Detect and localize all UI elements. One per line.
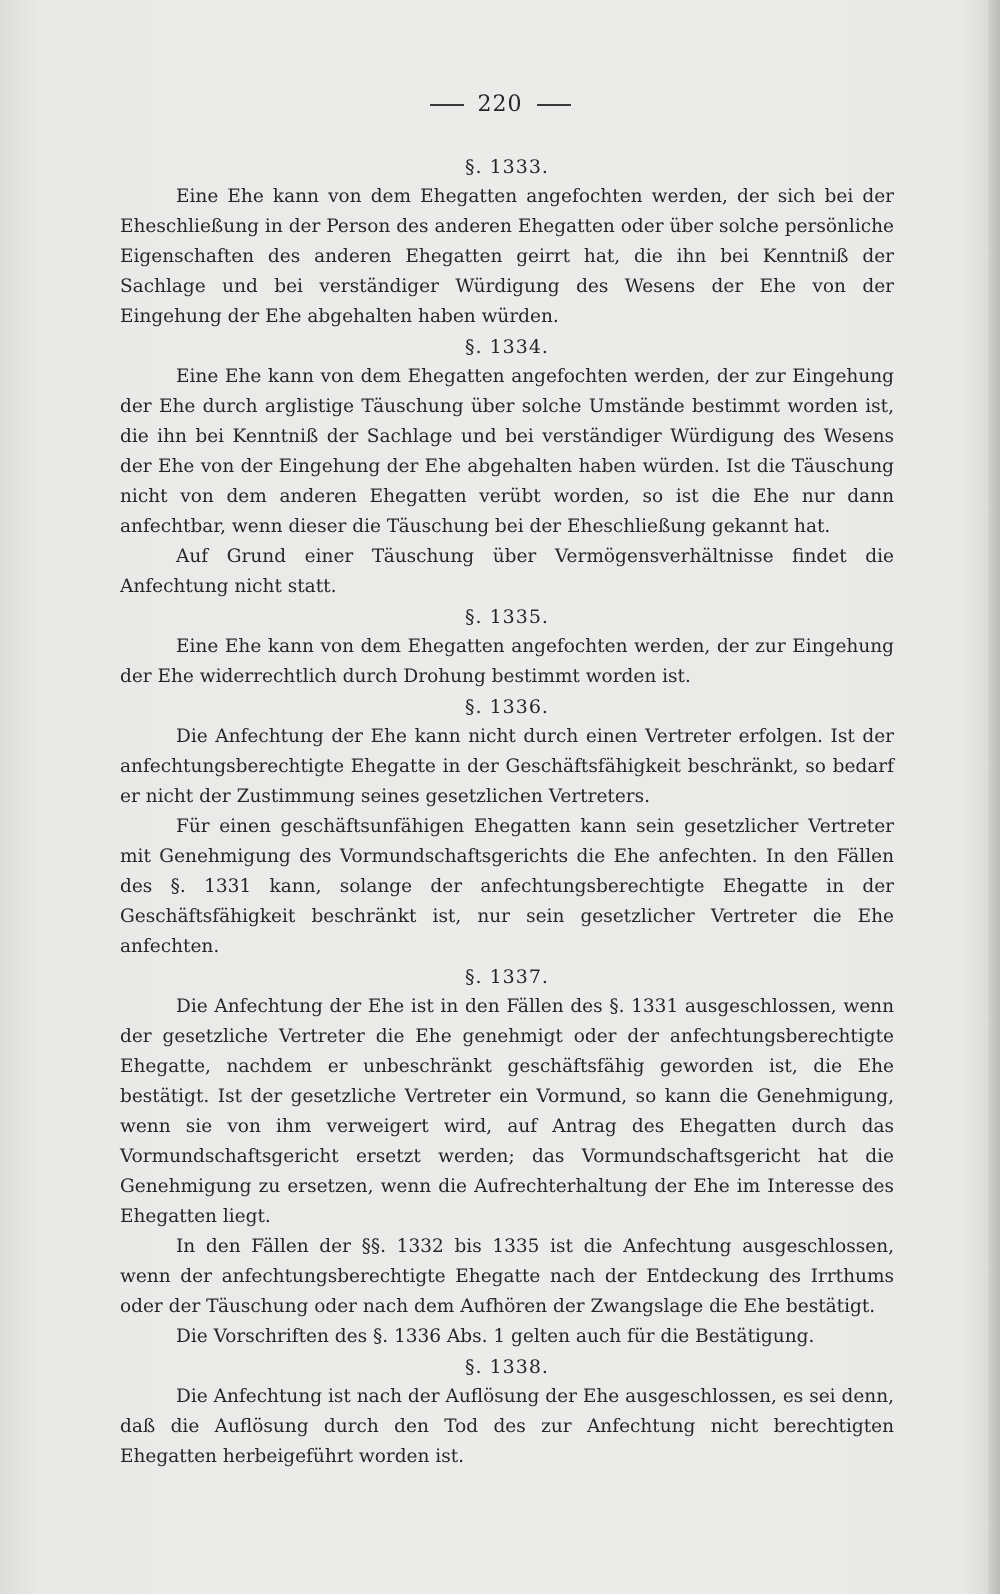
paragraph: Die Anfechtung der Ehe ist in den Fällen des §. 1331 ausgeschlossen, wenn der gesetzliche Vertreter die Ehe genehmigt oder der anfechtungsberechtigte Ehegatte, nachdem er unbeschränkt geschäftsfähig geworden ist, die Ehe bestätigt. Ist der gesetzliche Vertreter ein Vormund, so kann die Genehmigung, wenn sie von ihm verweigert wird, auf Antrag des Ehegatten durch das Vormundschaftsgericht ersetzt werden; das Vormundschaftsgericht hat die Genehmigung zu ersetzen, wenn die Aufrechterhaltung der Ehe im Interesse des Ehegatten liegt. — [120, 996, 894, 1227]
section-heading: §. 1333. — [465, 156, 549, 178]
paragraph: Für einen geschäftsunfähigen Ehegatten kann sein gesetzlicher Vertreter mit Genehmigung des Vormundschaftsgerichts die Ehe anfechten. In den Fällen des §. 1331 kann, solange der anfechtungsberechtigte Ehegatte in der Geschäftsfähigkeit beschränkt ist, nur sein gesetzlicher Vertreter die Ehe anfechten. — [120, 816, 894, 957]
section-heading: §. 1336. — [465, 696, 549, 718]
page-edge-shadow — [988, 0, 1000, 1594]
left-dash — [430, 104, 464, 106]
section-heading: §. 1334. — [465, 336, 549, 358]
paragraph: Auf Grund einer Täuschung über Vermögensverhältnisse findet die Anfechtung nicht statt. — [120, 546, 894, 597]
page-header — [0, 92, 1000, 117]
right-dash — [537, 104, 571, 106]
paragraph: In den Fällen der §§. 1332 bis 1335 ist die Anfechtung ausgeschlossen, wenn der anfechtungsberechtigte Ehegatte nach der Entdeckung des Irrthums oder der Täuschung oder nach dem Aufhören der Zwangslage die Ehe bestätigt. — [120, 1236, 894, 1317]
body-text — [120, 152, 894, 1472]
paragraph: Die Vorschriften des §. 1336 Abs. 1 gelten auch für die Bestätigung. — [176, 1326, 815, 1347]
paragraph: Eine Ehe kann von dem Ehegatten angefochten werden, der zur Eingehung der Ehe durch arglistige Täuschung über solche Umstände bestimmt worden ist, die ihn bei Kenntniß der Sachlage und bei verständiger Würdigung des Wesens der Ehe von der Eingehung der Ehe abgehalten haben würden. Ist die Täuschung nicht von dem anderen Ehegatten verübt worden, so ist die Ehe nur dann anfechtbar, wenn dieser die Täuschung bei der Eheschließung gekannt hat. — [120, 366, 894, 537]
section-heading: §. 1338. — [465, 1356, 549, 1378]
paragraph: Die Anfechtung der Ehe kann nicht durch einen Vertreter erfolgen. Ist der anfechtungsberechtigte Ehegatte in der Geschäftsfähigkeit beschränkt, so bedarf er nicht der Zustimmung seines gesetzlichen Vertreters. — [120, 726, 894, 807]
section-heading: §. 1335. — [465, 606, 549, 628]
page-number: 220 — [477, 92, 523, 117]
paragraph: Eine Ehe kann von dem Ehegatten angefochten werden, der zur Eingehung der Ehe widerrechtlich durch Drohung bestimmt worden ist. — [120, 636, 894, 687]
paragraph: Die Anfechtung ist nach der Auflösung der Ehe ausgeschlossen, es sei denn, daß die Auflösung durch den Tod des zur Anfechtung nicht berechtigten Ehegatten herbeigeführt worden ist. — [120, 1386, 894, 1467]
paragraph: Eine Ehe kann von dem Ehegatten angefochten werden, der sich bei der Eheschließung in der Person des anderen Ehegatten oder über solche persönliche Eigenschaften des anderen Ehegatten geirrt hat, die ihn bei Kenntniß der Sachlage und bei verständiger Würdigung des Wesens der Ehe von der Eingehung der Ehe abgehalten haben würden. — [120, 186, 894, 327]
section-heading: §. 1337. — [465, 966, 549, 988]
